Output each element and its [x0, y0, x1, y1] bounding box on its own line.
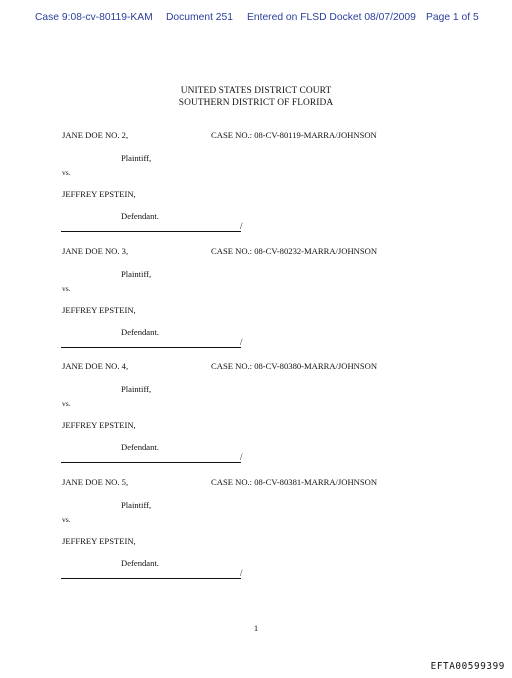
plaintiff-role: Plaintiff, — [121, 269, 152, 279]
defendant-name: JEFFREY EPSTEIN, — [62, 189, 136, 199]
plaintiff-name: JANE DOE NO. 2, — [62, 130, 129, 140]
entered-date-stamp: Entered on FLSD Docket 08/07/2009 — [247, 12, 416, 23]
case-caption-3 — [0, 361, 512, 481]
case-number: CASE NO.: 08-CV-80119-MARRA/JOHNSON — [211, 130, 377, 140]
bates-number: EFTA00599399 — [430, 661, 505, 672]
plaintiff-name: JANE DOE NO. 5, — [62, 477, 129, 487]
page-number: 1 — [253, 623, 259, 633]
defendant-role: Defendant. — [121, 442, 159, 452]
plaintiff-role: Plaintiff, — [121, 384, 152, 394]
case-number: CASE NO.: 08-CV-80381-MARRA/JOHNSON — [211, 477, 378, 487]
versus: vs. — [62, 284, 71, 293]
court-district: SOUTHERN DISTRICT OF FLORIDA — [178, 98, 334, 108]
caption-rule — [61, 231, 241, 232]
case-number: CASE NO.: 08-CV-80232-MARRA/JOHNSON — [211, 246, 378, 256]
caption-slash: / — [240, 221, 243, 231]
versus: vs. — [62, 168, 71, 177]
caption-rule — [61, 347, 241, 348]
versus: vs. — [62, 399, 71, 408]
caption-slash: / — [240, 452, 243, 462]
plaintiff-name: JANE DOE NO. 3, — [62, 246, 129, 256]
defendant-name: JEFFREY EPSTEIN, — [62, 536, 136, 546]
case-number: CASE NO.: 08-CV-80380-MARRA/JOHNSON — [211, 361, 378, 371]
defendant-name: JEFFREY EPSTEIN, — [62, 420, 136, 430]
case-caption-1 — [0, 130, 512, 250]
defendant-role: Defendant. — [121, 558, 159, 568]
plaintiff-role: Plaintiff, — [121, 500, 152, 510]
caption-slash: / — [240, 337, 243, 347]
caption-rule — [61, 462, 241, 463]
plaintiff-name: JANE DOE NO. 4, — [62, 361, 129, 371]
court-heading — [0, 85, 512, 109]
case-number-stamp: Case 9:08-cv-80119-KAM — [35, 12, 153, 23]
caption-slash: / — [240, 568, 243, 578]
defendant-role: Defendant. — [121, 211, 159, 221]
court-name: UNITED STATES DISTRICT COURT — [180, 86, 332, 96]
page-count-stamp: Page 1 of 5 — [426, 12, 479, 23]
defendant-name: JEFFREY EPSTEIN, — [62, 305, 136, 315]
caption-rule — [61, 578, 241, 579]
versus: vs. — [62, 515, 71, 524]
defendant-role: Defendant. — [121, 327, 159, 337]
case-caption-4 — [0, 477, 512, 597]
plaintiff-role: Plaintiff, — [121, 153, 152, 163]
document-number-stamp: Document 251 — [166, 12, 233, 23]
case-caption-2 — [0, 246, 512, 366]
